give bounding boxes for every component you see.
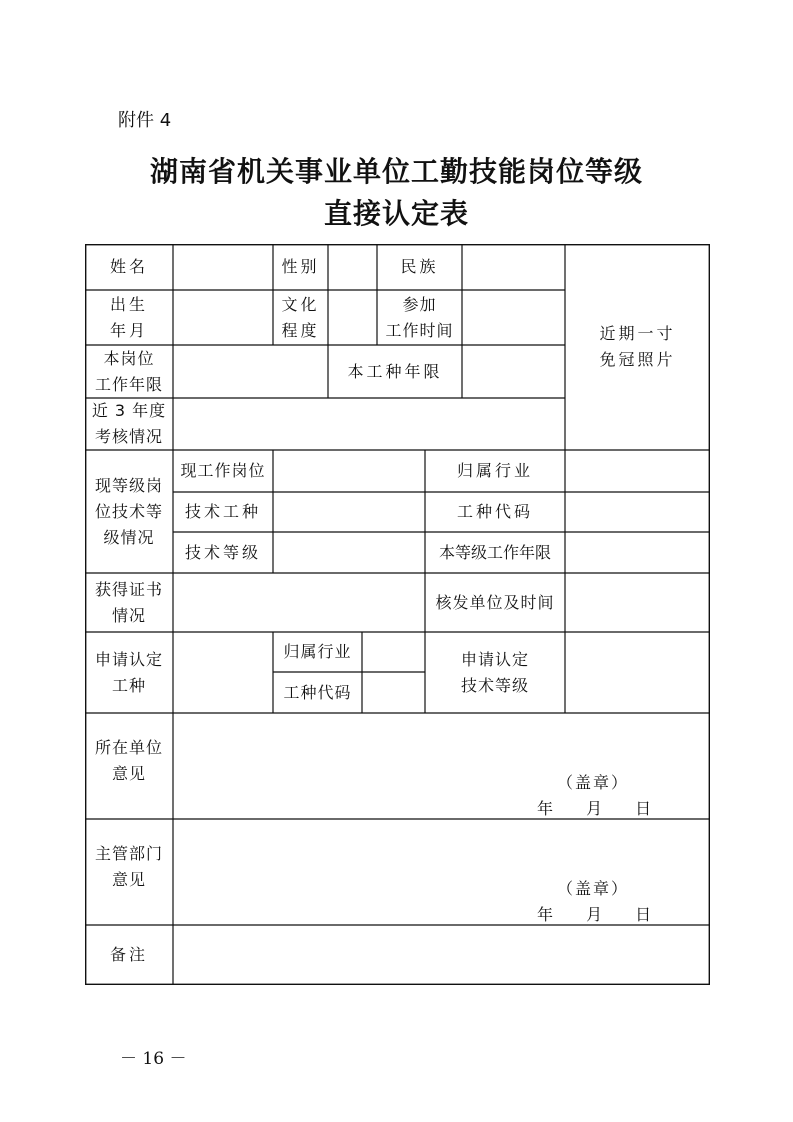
label-post-years-line2: 工作年限 — [94, 374, 163, 394]
label-tech-trade: 技术工种 — [184, 502, 261, 521]
label-education — [273, 290, 328, 345]
label-ethnicity: 民族 — [400, 257, 439, 276]
label-apply-level-line1: 申请认定 — [460, 649, 529, 669]
label-certificate-line2: 情况 — [111, 605, 146, 625]
label-apply-trade — [85, 632, 173, 713]
label-apply-level — [425, 632, 565, 713]
label-appraisal-line1: 近 3 年度 — [91, 401, 167, 420]
label-work-start-line1: 参加 — [402, 294, 437, 314]
photo-placeholder — [565, 244, 710, 450]
label-current-level — [85, 450, 173, 573]
label-education-line1: 文化 — [281, 294, 320, 314]
label-name: 姓名 — [109, 257, 148, 276]
label-apply-industry: 归属行业 — [283, 642, 352, 661]
label-current-level-line3: 级情况 — [103, 527, 155, 547]
form-title-line1: 湖南省机关事业单位工勤技能岗位等级 — [149, 155, 643, 188]
photo-label-line2: 免冠照片 — [599, 350, 676, 369]
label-apply-level-line2: 技术等级 — [460, 675, 529, 695]
label-trade-code: 工种代码 — [456, 502, 533, 521]
label-industry: 归属行业 — [456, 461, 533, 480]
attachment-label: 附件 4 — [118, 110, 172, 131]
label-trade-years: 本工种年限 — [347, 361, 443, 381]
label-birth-date — [85, 290, 173, 345]
label-certificate-line1: 获得证书 — [94, 579, 163, 599]
label-apply-trade-line1: 申请认定 — [94, 649, 163, 669]
label-issuer: 核发单位及时间 — [435, 592, 555, 612]
label-certificate — [85, 573, 173, 632]
dept-seal-text: （盖章） — [557, 879, 630, 898]
label-gender: 性别 — [281, 257, 320, 276]
label-apply-trade-code: 工种代码 — [283, 682, 352, 702]
dept-date-text: 年 月 日 — [537, 905, 652, 924]
label-birth-line2: 年月 — [109, 320, 148, 340]
page-number: － 16 － — [120, 1049, 187, 1069]
label-current-level-line2: 位技术等 — [94, 501, 163, 521]
label-work-start — [377, 290, 462, 345]
unit-date-text: 年 月 日 — [537, 799, 652, 818]
certification-form-table — [85, 244, 710, 985]
label-unit-opinion-line1: 所在单位 — [94, 738, 163, 757]
label-dept-opinion-line1: 主管部门 — [94, 844, 163, 863]
label-education-line2: 程度 — [281, 320, 320, 340]
label-work-start-line2: 工作时间 — [385, 320, 454, 340]
label-dept-opinion — [85, 819, 173, 925]
label-level-years: 本等级工作年限 — [438, 542, 551, 562]
unit-seal-text: （盖章） — [557, 773, 630, 792]
photo-label-line1: 近期一寸 — [599, 324, 676, 343]
label-post-years — [85, 345, 173, 398]
form-title-line2: 直接认定表 — [323, 197, 469, 230]
label-appraisal-line2: 考核情况 — [94, 427, 163, 446]
label-dept-opinion-line2: 意见 — [111, 870, 146, 889]
label-tech-level: 技术等级 — [184, 542, 261, 562]
label-post-years-line1: 本岗位 — [103, 348, 155, 368]
label-unit-opinion — [85, 713, 173, 819]
label-remarks: 备注 — [109, 945, 148, 964]
label-apply-trade-line2: 工种 — [111, 675, 146, 695]
label-current-post: 现工作岗位 — [180, 461, 266, 480]
label-current-level-line1: 现等级岗 — [94, 475, 163, 495]
label-appraisal — [85, 398, 173, 450]
label-unit-opinion-line2: 意见 — [111, 764, 146, 783]
label-birth-line1: 出生 — [109, 294, 148, 314]
